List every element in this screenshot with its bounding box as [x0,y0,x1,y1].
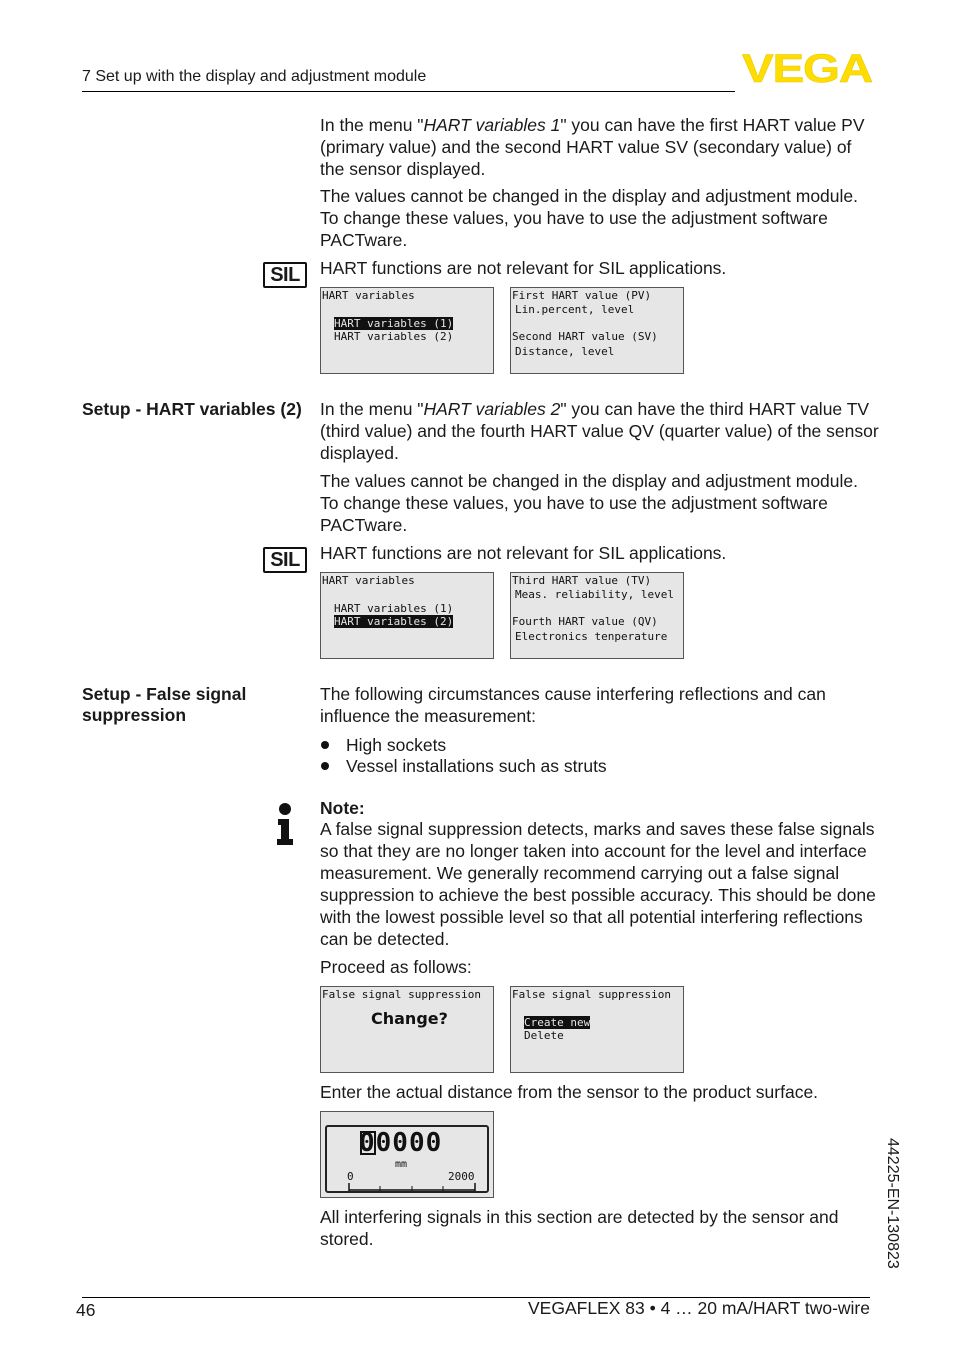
vega-logo [742,50,872,86]
sil-note: HART functions are not relevant for SIL applications. [320,543,727,563]
false-signal-intro: The following circumstances cause interfering reflections and can influence the measurement: [320,684,826,726]
lcd-false-signal-change [320,986,494,1073]
product-name: VEGAFLEX 83 • 4 … 20 mA/HART two-wire [528,1298,870,1318]
lcd-line: Second HART value (SV) [512,330,658,343]
lcd-prompt: Change? [371,1009,448,1028]
lcd-title: False signal suppression [512,988,671,1001]
bullet-dot [321,762,329,770]
note-title: Note: [320,798,365,818]
enter-distance-text: Enter the actual distance from the sensor to the product surface. [320,1082,819,1102]
lcd-false-signal-menu [510,986,684,1073]
lcd-title: HART variables [322,289,415,302]
lcd-line: Fourth HART value (QV) [512,615,658,628]
lcd-item: HART variables (1) [334,602,454,615]
running-header: 7 Set up with the display and adjustment module [82,68,427,85]
sil-note: HART functions are not relevant for SIL applications. [320,258,727,278]
note-body: A false signal suppression detects, marks and saves these false signals so that they are no longer taken into account for the level and interface measurement. We generally recommend carrying out a false signal suppression to achieve the best possible accuracy. This should be done with the lowest possible level so that all potential interfering reflections can be detected. [320,819,876,949]
hart2-no-change: The values cannot be changed in the display and adjustment module. To change these values, you have to use the adjustment software PACTware. [320,471,858,535]
lcd-item-selected: HART variables (1) [334,317,454,330]
lcd-line: First HART value (PV) [512,289,652,302]
sil-badge: SIL [263,262,307,288]
bullet-dot [321,741,329,749]
lcd-item: HART variables (2) [334,330,454,343]
lcd-hart-values-2 [510,572,684,659]
lcd-distance-entry [320,1111,494,1198]
hart1-no-change: The values cannot be changed in the display and adjustment module. To change these values, you have to use the adjustment software PACTware. [320,186,858,250]
lcd-max: 2000 [448,1170,475,1183]
lcd-value: 00000 [359,1128,443,1158]
vega-logo-text: VEGA [742,50,872,86]
lcd-hart-menu-2 [320,572,494,659]
info-icon [274,803,296,845]
lcd-unit: mm [395,1159,408,1170]
lcd-cursor [360,1131,376,1155]
lcd-title: HART variables [322,574,415,587]
lcd-line: Lin.percent, level [515,303,635,316]
lcd-item-selected: HART variables (2) [334,615,454,628]
document-code: 44225-EN-130823 [884,1138,901,1269]
bullet-item: High sockets [346,735,447,755]
lcd-item: Delete [524,1029,564,1042]
hart2-intro: In the menu "HART variables 2" you can have the third HART value TV (third value) and the fourth HART value QV (quarter value) of the sensor displayed. [320,399,879,463]
heading-false-signal: Setup - False signal suppression [82,684,247,725]
lcd-line: Meas. reliability, level [515,588,674,601]
lcd-item-selected: Create new [524,1016,591,1029]
hart1-intro: In the menu "HART variables 1" you can have the first HART value PV (primary value) and the second HART value SV (secondary value) of the sensor displayed. [320,115,865,179]
bullet-item: Vessel installations such as struts [346,756,607,776]
final-text: All interfering signals in this section are detected by the sensor and stored. [320,1207,839,1249]
lcd-line: Distance, level [515,345,615,358]
menu-ref-hart1: HART variables 1 [423,115,561,135]
lcd-scale [347,1182,477,1192]
menu-ref-hart2: HART variables 2 [423,399,561,419]
page-number: 46 [76,1300,96,1320]
sil-badge: SIL [263,547,307,573]
header-rule [82,91,735,92]
proceed-text: Proceed as follows: [320,957,472,977]
lcd-min: 0 [347,1170,354,1183]
heading-hart-variables-2: Setup - HART variables (2) [82,399,302,419]
lcd-hart-values-1 [510,287,684,374]
lcd-title: False signal suppression [322,988,481,1001]
lcd-hart-menu-1 [320,287,494,374]
lcd-line: Electronics tenperature [515,630,668,643]
lcd-line: Third HART value (TV) [512,574,652,587]
